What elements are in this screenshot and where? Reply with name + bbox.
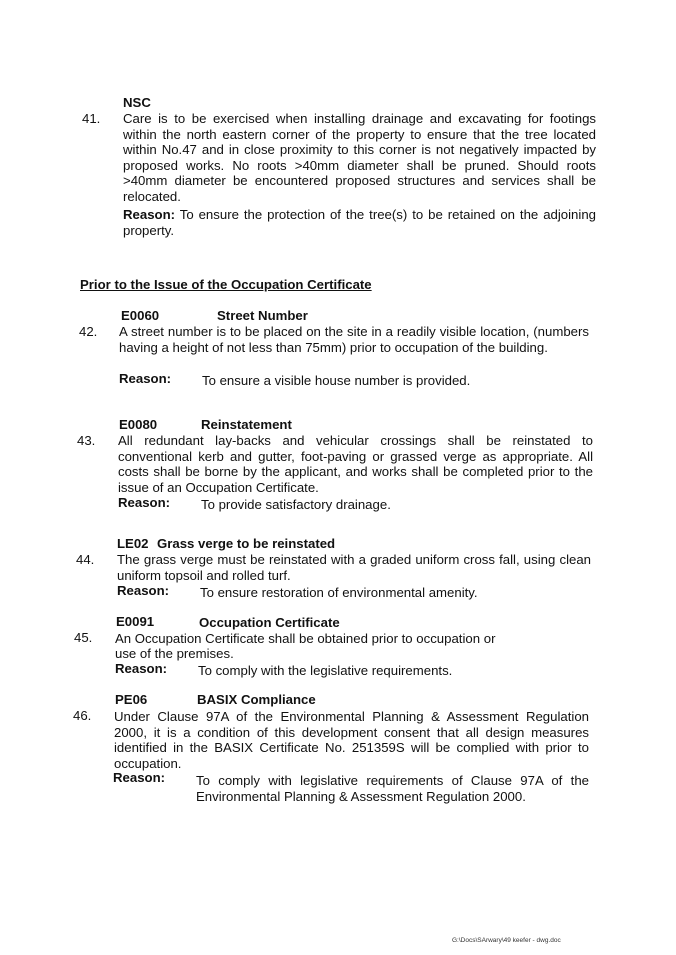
- reason-text-44: To ensure restoration of environmental amenity.: [200, 585, 478, 600]
- condition-number-41: 41.: [82, 111, 101, 126]
- condition-title-grass-verge: Grass verge to be reinstated: [157, 536, 336, 551]
- reason-text-42: To ensure a visible house number is provided.: [202, 373, 471, 388]
- condition-code-nsc: NSC: [123, 95, 151, 110]
- reason-text-43: To provide satisfactory drainage.: [201, 497, 391, 512]
- condition-code-e0080: E0080: [119, 417, 158, 432]
- reason-label-44: Reason:: [117, 583, 170, 598]
- condition-title-basix: BASIX Compliance: [197, 692, 316, 707]
- condition-body-46: Under Clause 97A of the Environmental Planning & Assessment Regulation 2000, it is a condition of this development consent that all design measures identified in the BASIX Certificate No. 251359S will be complied with prior to occupation.: [114, 709, 589, 771]
- condition-body-45-line2: use of the premises.: [115, 646, 234, 661]
- condition-number-44: 44.: [76, 552, 95, 567]
- footer-file-path: G:\Docs\SArwary\49 keefer - dwg.doc: [452, 937, 561, 944]
- reason-label-43: Reason:: [118, 495, 171, 510]
- condition-body-43: All redundant lay-backs and vehicular crossings shall be reinstated to conventional kerb and gutter, foot-paving or grassed verge as appropriate. All costs shall be borne by the applicant, and works shall be completed prior to the issue of an Occupation Certificate.: [118, 433, 593, 495]
- reason-label-45: Reason:: [115, 661, 168, 676]
- reason-label: Reason:: [123, 207, 176, 222]
- condition-title-street-number: Street Number: [217, 308, 308, 323]
- condition-body-45-line1: An Occupation Certificate shall be obtained prior to occupation or: [115, 631, 496, 646]
- condition-number-43: 43.: [77, 433, 96, 448]
- condition-number-42: 42.: [79, 324, 98, 339]
- condition-code-pe06: PE06: [115, 692, 148, 707]
- reason-text-45: To comply with the legislative requirements.: [198, 663, 453, 678]
- condition-number-46: 46.: [73, 708, 92, 723]
- condition-body-41: Care is to be exercised when installing drainage and excavating for footings within the north eastern corner of the property to ensure that the tree located within No.47 and in close proximity to this corner is not negatively impacted by proposed works. No roots >40mm diameter shall be pruned. Should roots >40mm diameter be encountered proposed structures and services shall be relocated.: [123, 111, 596, 204]
- condition-number-45: 45.: [74, 630, 93, 645]
- reason-text-46: To comply with legislative requirements of Clause 97A of the Environmental Planning & Assessment Regulation 2000.: [196, 773, 589, 804]
- condition-reason-41: [123, 207, 596, 238]
- section-heading: Prior to the Issue of the Occupation Certificate: [80, 277, 372, 292]
- reason-label-42: Reason:: [119, 371, 172, 386]
- condition-code-le02: LE02: [117, 536, 149, 551]
- condition-title-reinstatement: Reinstatement: [201, 417, 292, 432]
- condition-body-44: The grass verge must be reinstated with a graded uniform cross fall, using clean uniform topsoil and rolled turf.: [117, 552, 591, 583]
- condition-code-e0060: E0060: [121, 308, 160, 323]
- reason-text: To ensure the protection of the tree(s) to be retained on the adjoining property.: [123, 207, 596, 238]
- condition-code-e0091: E0091: [116, 614, 155, 629]
- condition-body-42: A street number is to be placed on the site in a readily visible location, (numbers having a height of not less than 75mm) prior to occupation of the building.: [119, 324, 589, 355]
- reason-label-46: Reason:: [113, 770, 166, 785]
- condition-title-occupation-certificate: Occupation Certificate: [199, 615, 340, 630]
